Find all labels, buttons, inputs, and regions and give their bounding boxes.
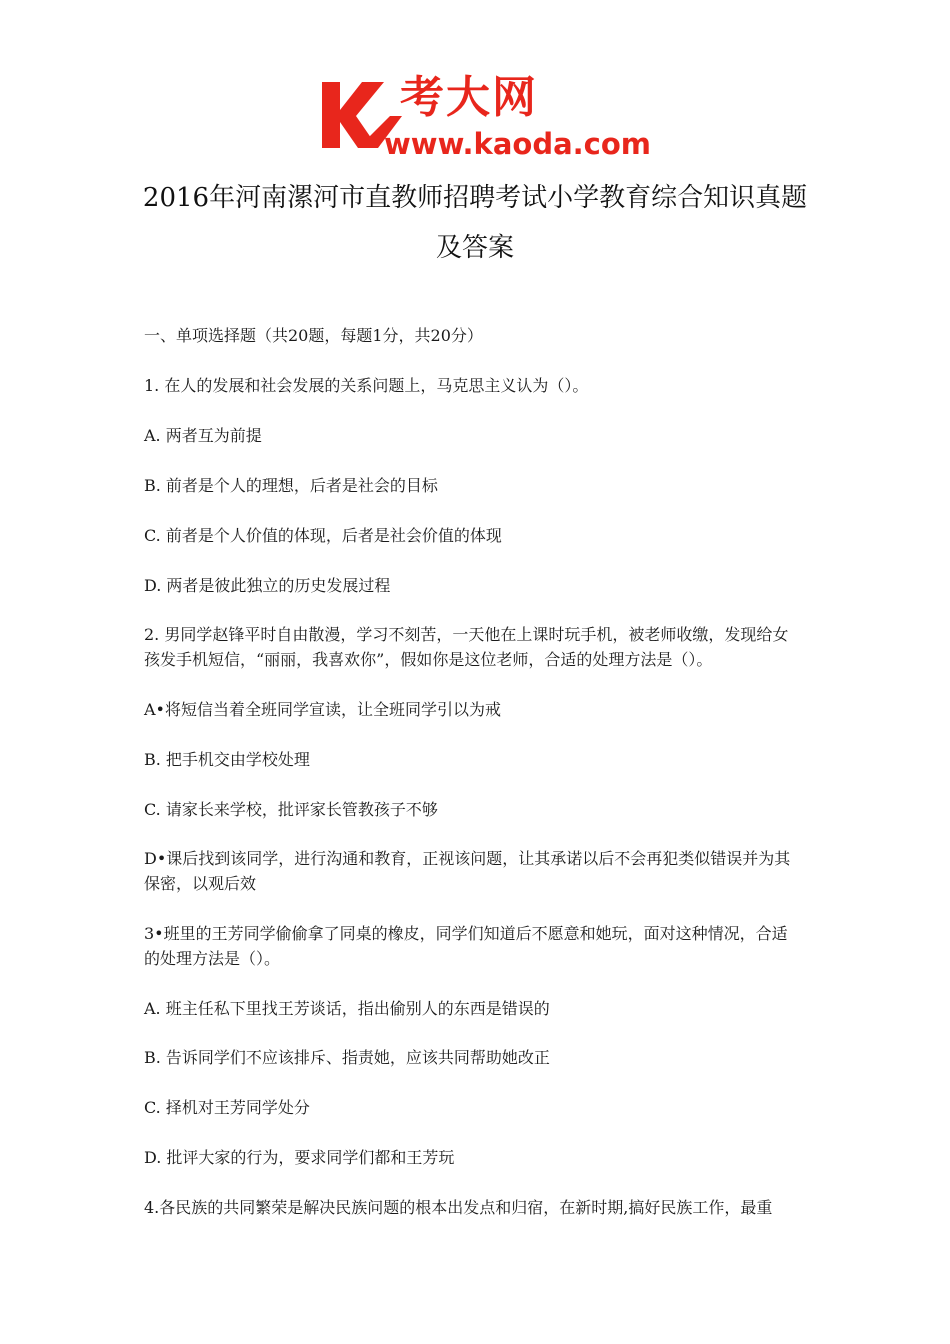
question-4-stem-line-1: 4.各民族的共同繁荣是解决民族问题的根本出发点和归宿，在新时期,搞好民族工作，最重: [144, 1198, 773, 1217]
question-1-option-b: B. 前者是个人的理想，后者是社会的目标: [144, 476, 438, 495]
question-2-option-b: B. 把手机交由学校处理: [144, 750, 310, 769]
question-3-option-a: A. 班主任私下里找王芳谈话，指出偷别人的东西是错误的: [144, 999, 550, 1018]
document-title-line-2: 及答案: [435, 233, 514, 263]
question-3-stem-line-1: 3•班里的王芳同学偷偷拿了同桌的橡皮，同学们知道后不愿意和她玩，面对这种情况，合适: [144, 924, 788, 943]
question-3-stem-line-2: 的处理方法是（）。: [144, 949, 281, 968]
question-2-option-d-line-1: D•课后找到该同学，进行沟通和教育，正视该问题，让其承诺以后不会再犯类似错误并为其: [144, 849, 791, 868]
question-1-option-c: C. 前者是个人价值的体现，后者是社会价值的体现: [144, 526, 502, 545]
question-1-stem: 1. 在人的发展和社会发展的关系问题上，马克思主义认为（）。: [144, 376, 589, 395]
logo-url-text: www.kaoda.com: [384, 127, 651, 161]
question-1-option-d: D. 两者是彼此独立的历史发展过程: [144, 576, 391, 595]
question-2-option-c: C. 请家长来学校，批评家长管教孩子不够: [144, 800, 438, 819]
question-3-option-d: D. 批评大家的行为，要求同学们都和王芳玩: [144, 1148, 455, 1167]
question-1-option-a: A. 两者互为前提: [144, 426, 262, 445]
logo-brand-text: 考大网: [400, 72, 538, 123]
question-2-stem-line-2: 孩发手机短信，“丽丽，我喜欢你”，假如你是这位老师，合适的处理方法是（）。: [144, 650, 713, 669]
section-heading: 一、单项选择题（共20题，每题1分，共20分）: [144, 326, 483, 345]
question-2-option-d-line-2: 保密，以观后效: [144, 874, 257, 893]
document-title-line-1: 2016年河南漯河市直教师招聘考试小学教育综合知识真题: [142, 183, 808, 213]
question-2-stem-line-1: 2. 男同学赵锋平时自由散漫，学习不刻苦，一天他在上课时玩手机，被老师收缴，发现给女: [144, 625, 789, 644]
question-3-option-c: C. 择机对王芳同学处分: [144, 1098, 310, 1117]
question-3-option-b: B. 告诉同学们不应该排斥、指责她，应该共同帮助她改正: [144, 1048, 550, 1067]
question-2-option-a: A•将短信当着全班同学宣读，让全班同学引以为戒: [144, 700, 501, 719]
kaoda-logo: [318, 72, 651, 166]
